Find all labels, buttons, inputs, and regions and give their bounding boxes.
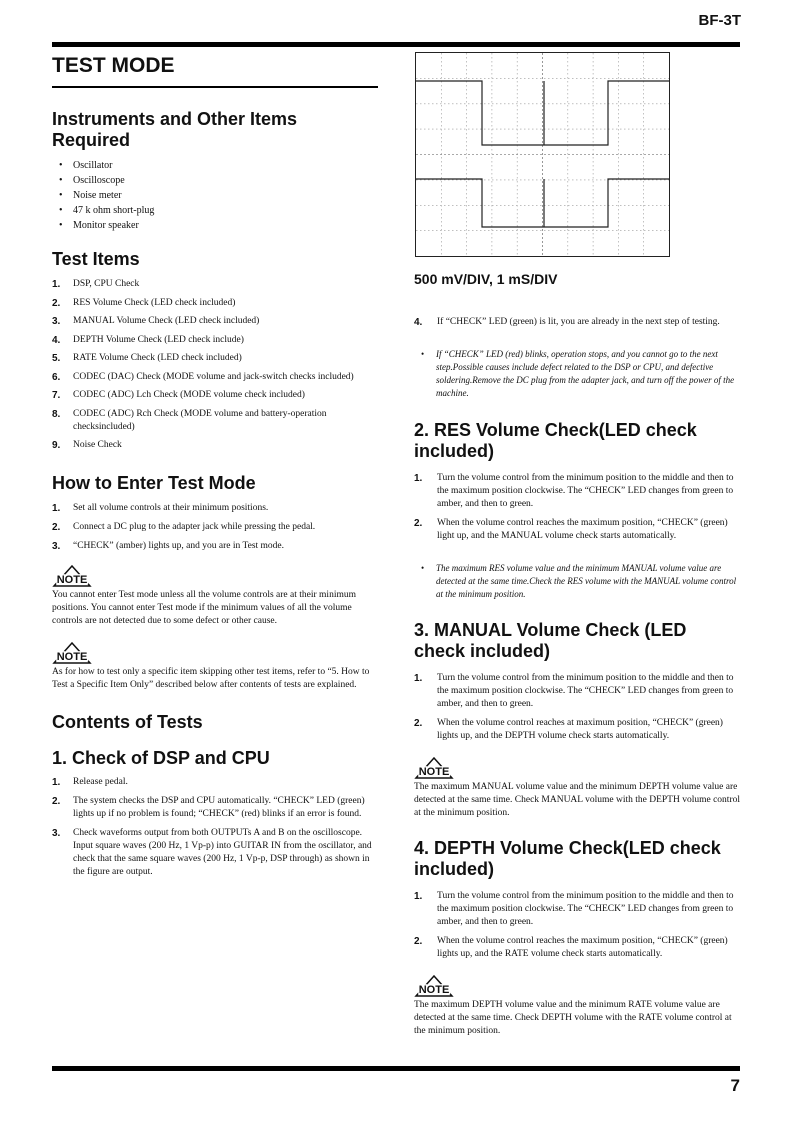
list-item: 3. MANUAL Volume Check (LED check included) (52, 316, 260, 327)
list-item: 1. Set all volume controls at their minimum positions. (52, 503, 269, 514)
manual-steps-list (414, 672, 740, 743)
note-text: The maximum DEPTH volume value and the minimum RATE volume value are detected at the same time. Check DEPTH volume with the RATE volume control at the minimum position. (414, 1000, 732, 1036)
dsp-error-note: • If “CHECK” LED (red) blinks, operation stops, and you cannot go to the next step.Possible causes include defect related to the DSP or CPU, and defective soldering.Remove the DC plug from the adapter jack, and turn off the power of the machine. (414, 348, 740, 400)
instruments-heading: Instruments and Other Items Required (52, 109, 298, 150)
enter-steps-list (52, 502, 378, 553)
list-item: • Noise meter (52, 188, 378, 203)
note-icon (414, 757, 454, 779)
list-item: 6. CODEC (DAC) Check (MODE volume and jack-switch checks included) (52, 371, 354, 383)
list-item: 1. Turn the volume control from the minimum position to the middle and then to the maximum position clockwise. The “CHECK” LED changes from green to amber, and then to green. (414, 473, 734, 509)
list-item: 3. “CHECK” (amber) lights up, and you are in Test mode. (52, 541, 285, 552)
bottom-rule (52, 1066, 740, 1071)
note-label: NOTE (56, 574, 88, 586)
list-item: 2. When the volume control reaches the maximum position, “CHECK” (green) light up, and the MANUAL volume check starts automatically. (414, 518, 728, 541)
scope-caption: 500 mV/DIV, 1 mS/DIV (414, 271, 558, 287)
manual-check-heading: 3. MANUAL Volume Check (LED check included) (414, 620, 687, 661)
dsp-step-4 (414, 316, 740, 329)
list-item: 9. Noise Check (52, 440, 122, 451)
list-item: • Monitor speaker (52, 218, 378, 233)
list-item: 1. Release pedal. (52, 777, 128, 788)
note-label: NOTE (418, 984, 450, 996)
list-item: • 47 k ohm short-plug (52, 203, 378, 218)
list-item: 2. RES Volume Check (LED check included) (52, 297, 236, 309)
list-item: 4. DEPTH Volume Check (LED check include) (52, 334, 244, 346)
list-item: 2. The system checks the DSP and CPU automatically. “CHECK” LED (green) lights up if no problem is found; “CHECK” (red) blinks if an error is found. (52, 796, 365, 819)
list-item: • Oscilloscope (52, 173, 378, 188)
page-number: 7 (730, 1076, 740, 1095)
top-rule (52, 42, 740, 47)
list-item: • Oscillator (52, 158, 378, 173)
instruments-list (52, 158, 378, 233)
title-rule (52, 86, 378, 88)
page-title: TEST MODE (52, 54, 175, 77)
note-text: You cannot enter Test mode unless all the volume controls are at their minimum positions. You cannot enter Test mode if the minimum values of all the volume controls are not detected due to some defect or other cause. (52, 590, 356, 626)
depth-check-heading: 4. DEPTH Volume Check(LED check included) (414, 838, 721, 879)
list-item: 2. When the volume control reaches at maximum position, “CHECK” (green) lights up, and the DEPTH volume check starts automatically. (414, 718, 723, 741)
note-text: The maximum MANUAL volume value and the minimum DEPTH volume value are detected at the same time. Check MANUAL volume with the DEPTH volume control at the minimum position. (414, 782, 741, 818)
list-item: 1. Turn the volume control from the minimum position to the middle and then to the maximum position clockwise. The “CHECK” LED changes from green to amber, and then to green. (414, 891, 734, 927)
list-item: 2. Connect a DC plug to the adapter jack while pressing the pedal. (52, 522, 316, 533)
note-icon (52, 642, 92, 664)
res-note: • The maximum RES volume value and the minimum MANUAL volume value are detected at the same time.Check the RES volume with the MANUAL volume control at the minimum position. (414, 562, 740, 601)
note-icon (414, 975, 454, 997)
note-icon (52, 565, 92, 587)
list-item: 7. CODEC (ADC) Lch Check (MODE volume check included) (52, 390, 305, 401)
res-steps-list (414, 472, 740, 543)
right-column (414, 52, 740, 1038)
depth-steps-list (414, 890, 740, 961)
enter-test-mode-heading: How to Enter Test Mode (52, 473, 256, 493)
list-item: 8. CODEC (ADC) Rch Check (MODE volume and battery-operation checksincluded) (52, 408, 327, 432)
note-label: NOTE (418, 766, 450, 778)
model-name: BF-3T (698, 12, 741, 29)
list-item: 5. RATE Volume Check (LED check included) (52, 353, 242, 364)
list-item: 1. Turn the volume control from the minimum position to the middle and then to the maximum position clockwise. The “CHECK” LED changes from green to amber, and then to green. (414, 673, 734, 709)
left-column (52, 52, 378, 879)
dsp-steps-list (52, 776, 378, 879)
test-items-heading: Test Items (52, 249, 140, 269)
note-label: NOTE (56, 651, 88, 663)
test-items-list (52, 278, 378, 452)
list-item: 4. If “CHECK” LED (green) is lit, you are already in the next step of testing. (414, 317, 720, 328)
note-text: As for how to test only a specific item skipping other test items, refer to “5. How to Test a Specific Item Only” described below after contents of tests are explained. (52, 667, 370, 690)
res-check-heading: 2. RES Volume Check(LED check included) (414, 420, 697, 461)
list-item: 3. Check waveforms output from both OUTPUTs A and B on the oscilloscope. Input square waves (200 Hz, 1 Vp-p) into GUITAR IN from the oscillator, and check that the same square waves (200 Hz, 1 Vp-p, DSP through) as shown in the figure are output. (52, 828, 372, 877)
dsp-check-heading: 1. Check of DSP and CPU (52, 748, 270, 768)
contents-heading: Contents of Tests (52, 712, 203, 732)
list-item: 2. When the volume control reaches the maximum position, “CHECK” (green) lights up, and the RATE volume check starts automatically. (414, 936, 728, 959)
list-item: 1. DSP, CPU Check (52, 279, 140, 290)
oscilloscope-waveform (415, 52, 670, 257)
